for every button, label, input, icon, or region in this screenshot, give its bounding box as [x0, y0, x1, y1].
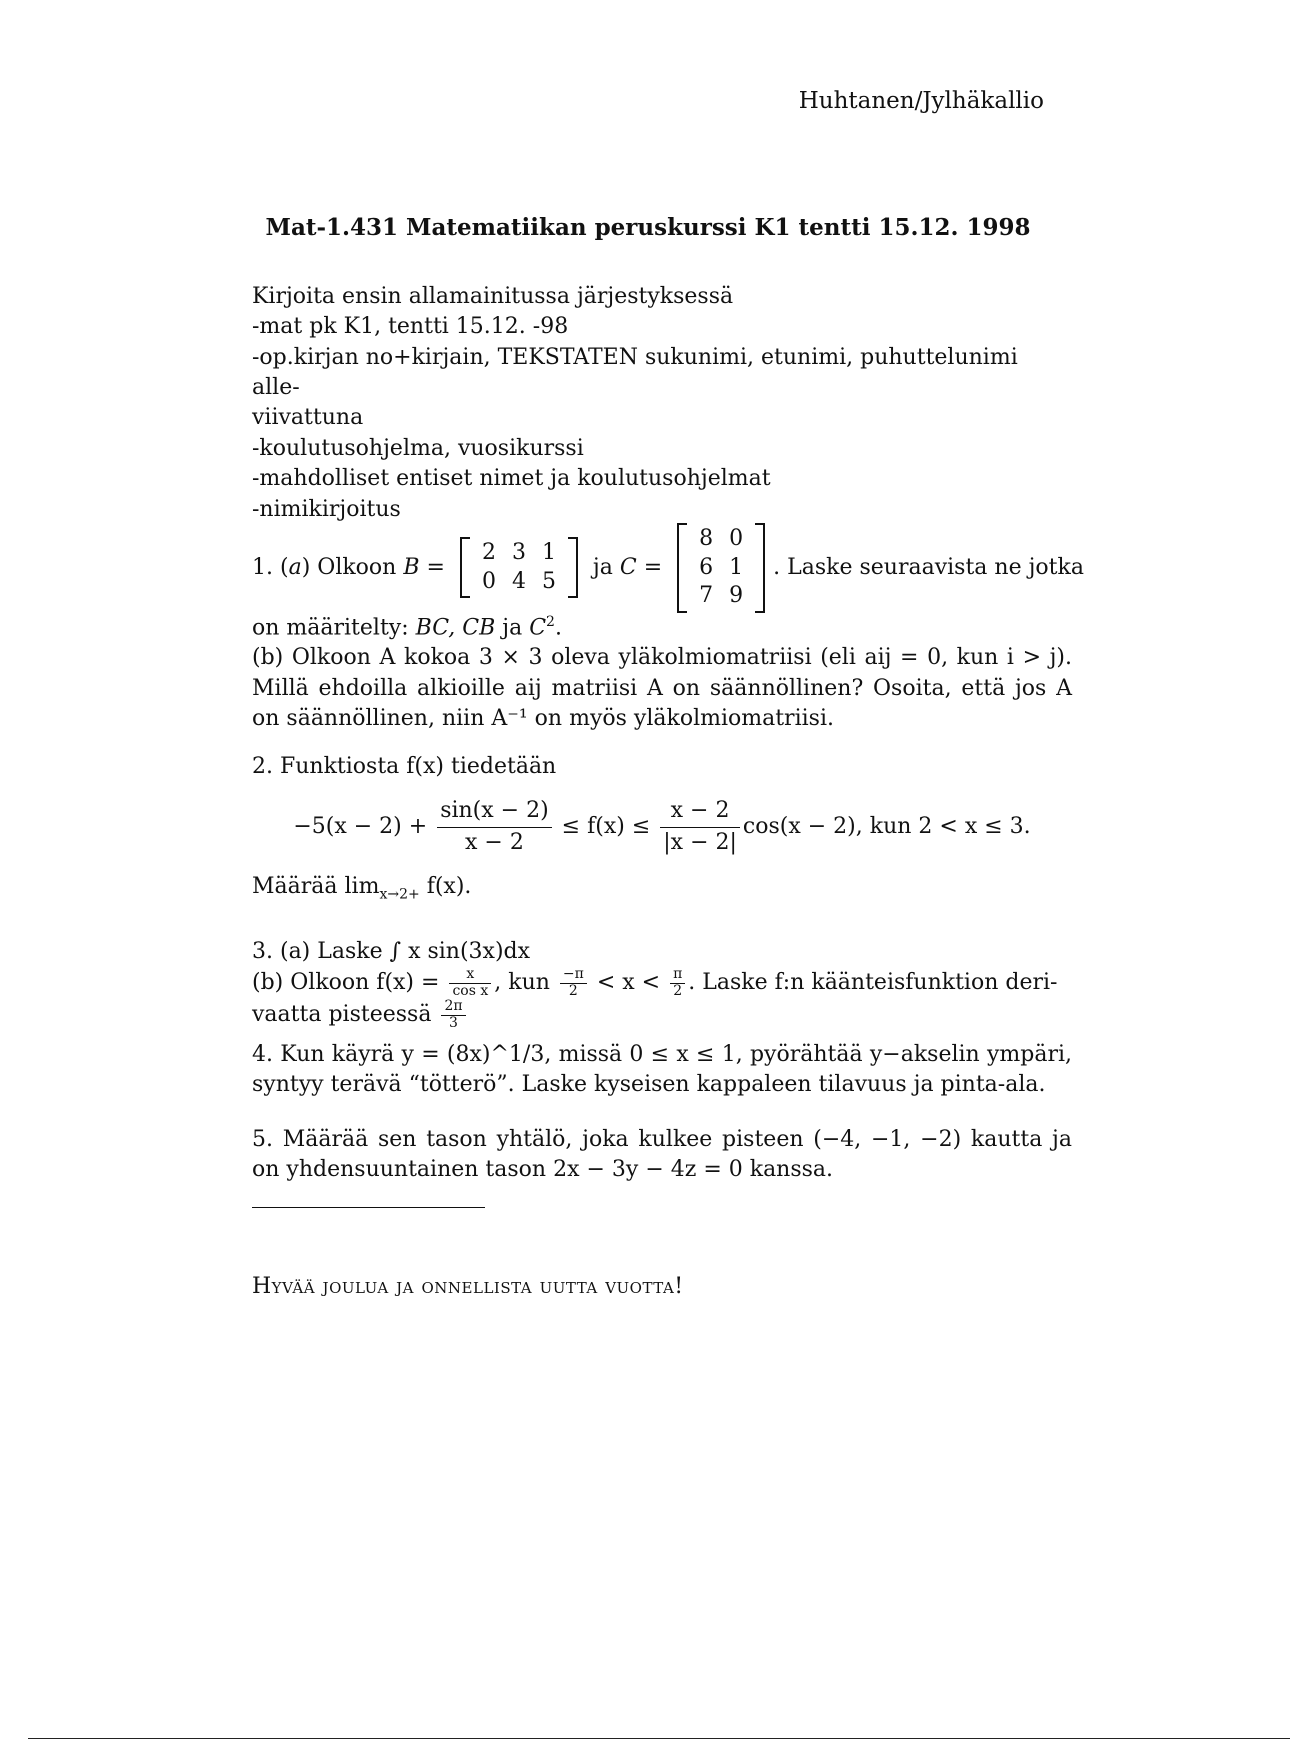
problem-3	[252, 937, 1072, 1031]
problem-2-inequality: −5(x − 2) + $\frac{\sin(x - 2)}{x - 2}$ ≤ f(x) ≤ $\frac{x - 2}{|x - 2|}$ cos(x − 2), kun 2 < x ≤ 3.	[293, 798, 1031, 855]
problem-3a: 3. (a) Laske ∫ x sin(3x)dx	[252, 939, 531, 964]
problem-4: 4. Kun käyrä y = (8x)^1/3, missä 0 ≤ x ≤ 1, pyörähtää y−akselin ympäri, syntyy terävä “tötterö”. Laske kyseisen kappaleen tilavuus ja pinta-ala.	[252, 1042, 1072, 1098]
problem-3b: (b) Olkoon f(x) = $\frac{x}{\text{cos x}}$ , kun $\frac{-\pi}{2}$ < x < $\frac{\pi}{2}$ . Laske f:n käänteisfunktion deri-	[252, 966, 1058, 999]
matrix-c: 8 0 6 1 7 9	[677, 523, 765, 613]
greeting: Hyvää joulua ja onnellista uutta vuotta!	[252, 1274, 684, 1299]
problem-3b-line2: vaatta pisteessä $\frac{2\pi}{3}$	[252, 999, 1072, 1031]
instruction-line: -koulutusohjelma, vuosikurssi	[252, 435, 584, 461]
problem-1	[252, 523, 1084, 735]
problem-2-task: Määrää $\lim_{x\to 2+} f(x)$.	[252, 874, 472, 903]
exam-title: Mat-1.431 Matematiikan peruskurssi K1 tentti 15.12. 1998	[265, 214, 1031, 241]
instruction-line: -nimikirjoitus	[252, 496, 401, 522]
instruction-line: viivattuna	[252, 405, 364, 431]
problem-2-intro: 2. Funktiosta f(x) tiedetään	[252, 754, 557, 779]
problem-1a-line: 1. (a) Olkoon B = 2 3 1 0 4 5 ja C = 8 0 6 1 7 9 . Laske seuraavista ne jotka	[252, 523, 1072, 613]
footnote-rule	[252, 1207, 485, 1208]
instruction-line: -mahdolliset entiset nimet ja koulutusohjelmat	[252, 466, 771, 492]
instructions	[252, 282, 1072, 525]
problem-5: 5. Määrää sen tason yhtälö, joka kulkee pisteen (−4, −1, −2) kautta ja on yhdensuuntainen tason 2x − 3y − 4z = 0 kanssa.	[252, 1127, 1072, 1183]
problem-2	[252, 752, 1072, 905]
page-bottom-rule	[28, 1738, 1290, 1739]
problem-1b: (b) Olkoon A kokoa 3 × 3 oleva yläkolmiomatriisi (eli aij = 0, kun i > j). Millä ehdoilla alkioille aij matriisi A on säännöllinen? Osoita, että jos A on säännöllinen, niin A⁻¹ on myös yläkolmiomatriisi.	[252, 645, 1072, 732]
instruction-line: -mat pk K1, tentti 15.12. -98	[252, 314, 569, 340]
instruction-line: -op.kirjan no+kirjain, TEKSTATEN sukunimi, etunimi, puhuttelunimi alle-	[252, 344, 1018, 401]
instruction-line: Kirjoita ensin allamainitussa järjestyksessä	[252, 284, 734, 309]
problem-1a-line2: on määritelty: BC, CB ja $C^2$.	[252, 613, 562, 641]
matrix-b: 2 3 1 0 4 5	[460, 537, 578, 598]
authors: Huhtanen/Jylhäkallio	[798, 88, 1044, 114]
